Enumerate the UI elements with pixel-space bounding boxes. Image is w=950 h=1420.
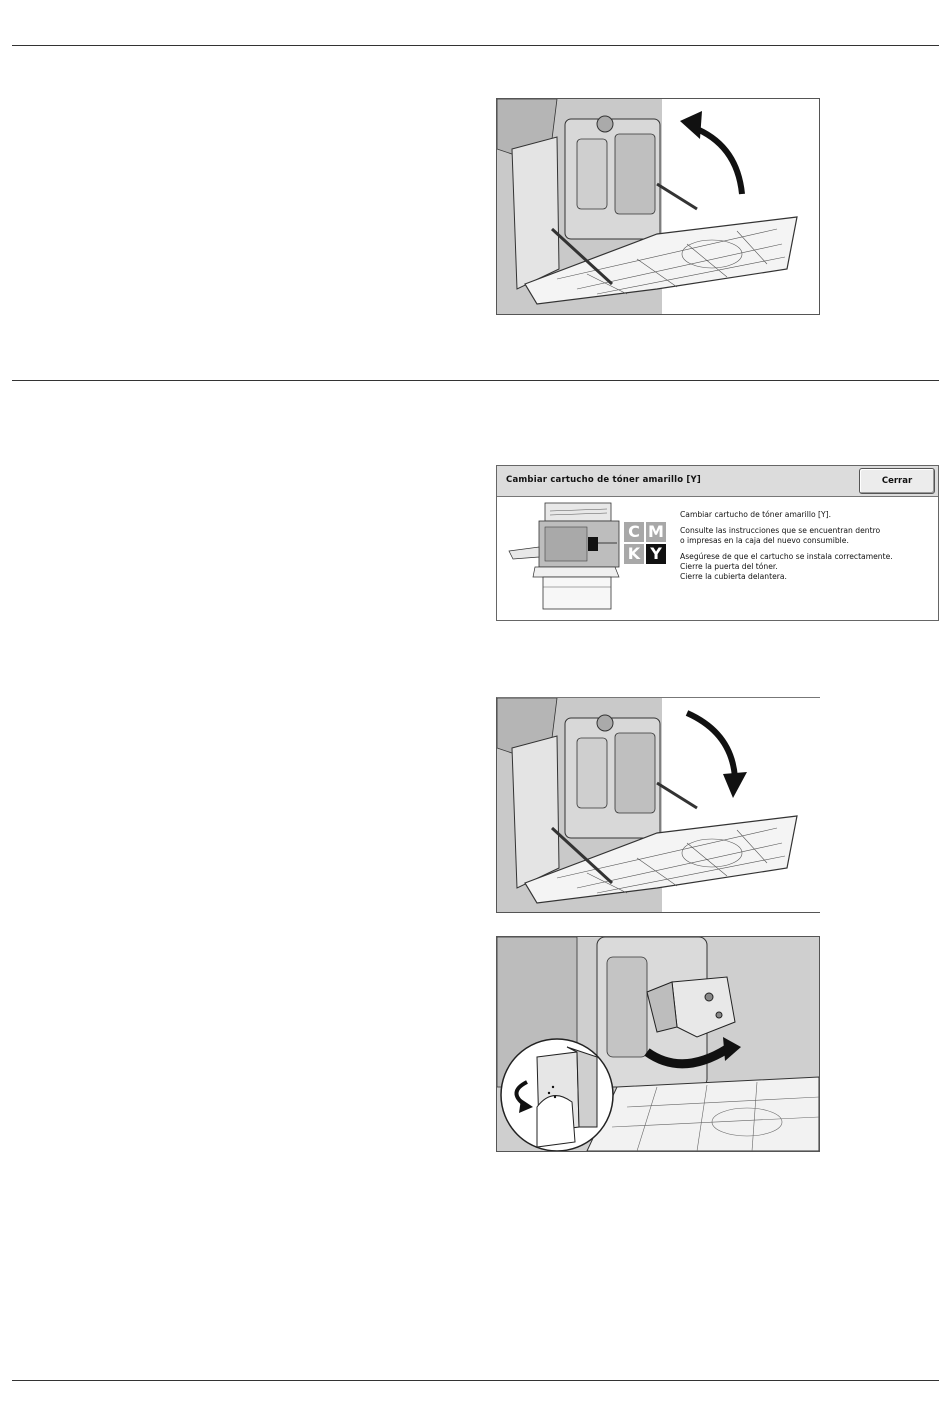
- cartridge-illustration: [497, 937, 819, 1151]
- close-button[interactable]: Cerrar: [859, 468, 935, 494]
- figure-open-cover: [496, 98, 820, 315]
- printer-illustration-open: [497, 99, 819, 314]
- section-rule: [12, 380, 939, 381]
- toner-m: M: [646, 522, 666, 542]
- toner-k: K: [624, 544, 644, 564]
- message-heading: Cambiar cartucho de tóner amarillo [Y].: [680, 510, 832, 519]
- message-line-1: Consulte las instrucciones que se encuentran dentro: [680, 526, 881, 535]
- toner-y: Y: [646, 544, 666, 564]
- screen-title: Cambiar cartucho de tóner amarillo [Y]: [506, 475, 701, 485]
- toner-c: C: [624, 522, 644, 542]
- screen-message: [680, 510, 893, 582]
- message-line-2: o impresas en la caja del nuevo consumible.: [680, 536, 849, 545]
- toner-indicator: [624, 522, 668, 566]
- bottom-rule: [12, 1380, 939, 1381]
- message-line-3: Asegúrese de que el cartucho se instala correctamente.: [680, 552, 893, 561]
- message-line-4: Cierre la puerta del tóner.: [680, 562, 778, 571]
- machine-diagram-icon: [505, 501, 623, 611]
- printer-illustration-close: [497, 698, 819, 912]
- message-line-5: Cierre la cubierta delantera.: [680, 572, 787, 581]
- toner-replace-screen: [496, 465, 939, 621]
- screen-header: [497, 466, 938, 497]
- top-rule: [12, 45, 939, 46]
- figure-close-cover: [496, 697, 820, 913]
- figure-install-cartridge: [496, 936, 820, 1152]
